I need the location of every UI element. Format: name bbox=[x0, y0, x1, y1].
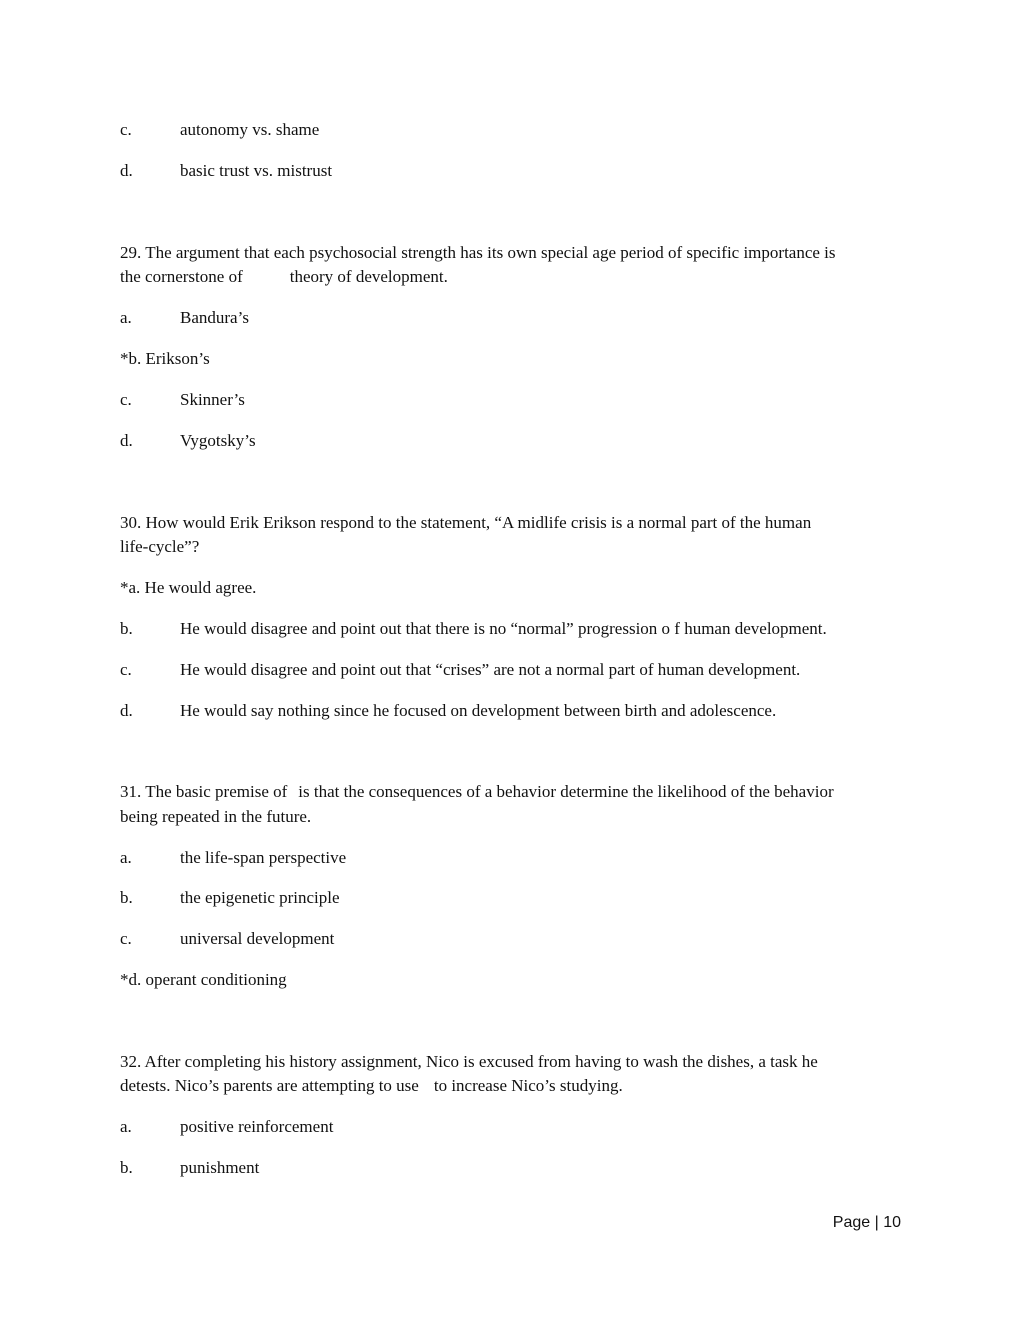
option-text: the life-span perspective bbox=[180, 848, 347, 867]
question-32-stem-line-2 bbox=[120, 1074, 623, 1098]
option-text: Vygotsky’s bbox=[180, 431, 256, 450]
option-c bbox=[120, 658, 800, 682]
option-letter: c. bbox=[120, 660, 132, 679]
option-b bbox=[120, 886, 340, 910]
option-letter: b. bbox=[120, 1158, 133, 1177]
question-30-stem-line-2: life-cycle”? bbox=[120, 537, 200, 556]
option-letter: a. bbox=[120, 308, 132, 327]
option-letter: a. bbox=[120, 1117, 132, 1136]
question-31-stem-line-1 bbox=[120, 780, 834, 804]
option-letter: c. bbox=[120, 390, 132, 409]
option-text: punishment bbox=[180, 1158, 260, 1177]
option-a bbox=[120, 306, 249, 330]
question-30-stem-line-1: 30. How would Erik Erikson respond to the statement, “A midlife crisis is a normal part of the human bbox=[120, 513, 812, 532]
option-text: He would disagree and point out that there is no “normal” progression o f human development. bbox=[180, 619, 827, 638]
option-c bbox=[120, 388, 245, 412]
page-label: Page bbox=[832, 1214, 871, 1231]
option-a bbox=[120, 846, 346, 870]
option-letter: c. bbox=[120, 120, 132, 139]
option-text: universal development bbox=[180, 929, 335, 948]
stem-text: is that the consequences of a behavior determine the likelihood of the behavior bbox=[298, 782, 834, 801]
option-text: Skinner’s bbox=[180, 390, 245, 409]
option-c bbox=[120, 118, 319, 142]
option-letter: c. bbox=[120, 929, 132, 948]
stem-text: the cornerstone of bbox=[120, 267, 243, 286]
option-d bbox=[120, 429, 256, 453]
stem-text: theory of development. bbox=[289, 267, 448, 286]
option-text: autonomy vs. shame bbox=[180, 120, 320, 139]
page-number: 10 bbox=[883, 1214, 901, 1231]
option-letter: a. bbox=[120, 848, 132, 867]
option-letter: b. bbox=[120, 619, 133, 638]
option-text: the epigenetic principle bbox=[180, 888, 340, 907]
option-letter: b. bbox=[120, 888, 133, 907]
question-29-stem-line-1: 29. The argument that each psychosocial strength has its own special age period of specific importance is bbox=[120, 243, 836, 262]
option-letter: d. bbox=[120, 701, 133, 720]
option-a-correct: *a. He would agree. bbox=[120, 578, 257, 597]
question-32-stem-line-1: 32. After completing his history assignment, Nico is excused from having to wash the dishes, a task he bbox=[120, 1052, 818, 1071]
option-d bbox=[120, 159, 332, 183]
stem-text: to increase Nico’s studying. bbox=[433, 1076, 623, 1095]
question-29-stem-line-2 bbox=[120, 265, 448, 289]
option-text: positive reinforcement bbox=[180, 1117, 334, 1136]
question-31-stem-line-2: being repeated in the future. bbox=[120, 807, 312, 826]
page-separator: | bbox=[874, 1214, 879, 1231]
option-a bbox=[120, 1115, 333, 1139]
option-letter: d. bbox=[120, 161, 133, 180]
option-d bbox=[120, 699, 776, 723]
option-b bbox=[120, 1156, 259, 1180]
option-b-correct: *b. Erikson’s bbox=[120, 349, 210, 368]
option-text: basic trust vs. mistrust bbox=[180, 161, 333, 180]
option-text: He would say nothing since he focused on development between birth and adolescence. bbox=[180, 701, 777, 720]
option-c bbox=[120, 927, 334, 951]
page-footer bbox=[833, 1214, 901, 1232]
stem-text: 31. The basic premise of bbox=[120, 782, 288, 801]
option-text: Bandura’s bbox=[180, 308, 249, 327]
stem-text: detests. Nico’s parents are attempting to use bbox=[120, 1076, 419, 1095]
option-letter: d. bbox=[120, 431, 133, 450]
option-d-correct: *d. operant conditioning bbox=[120, 970, 287, 989]
option-text: He would disagree and point out that “crises” are not a normal part of human development. bbox=[180, 660, 801, 679]
option-b bbox=[120, 617, 827, 641]
